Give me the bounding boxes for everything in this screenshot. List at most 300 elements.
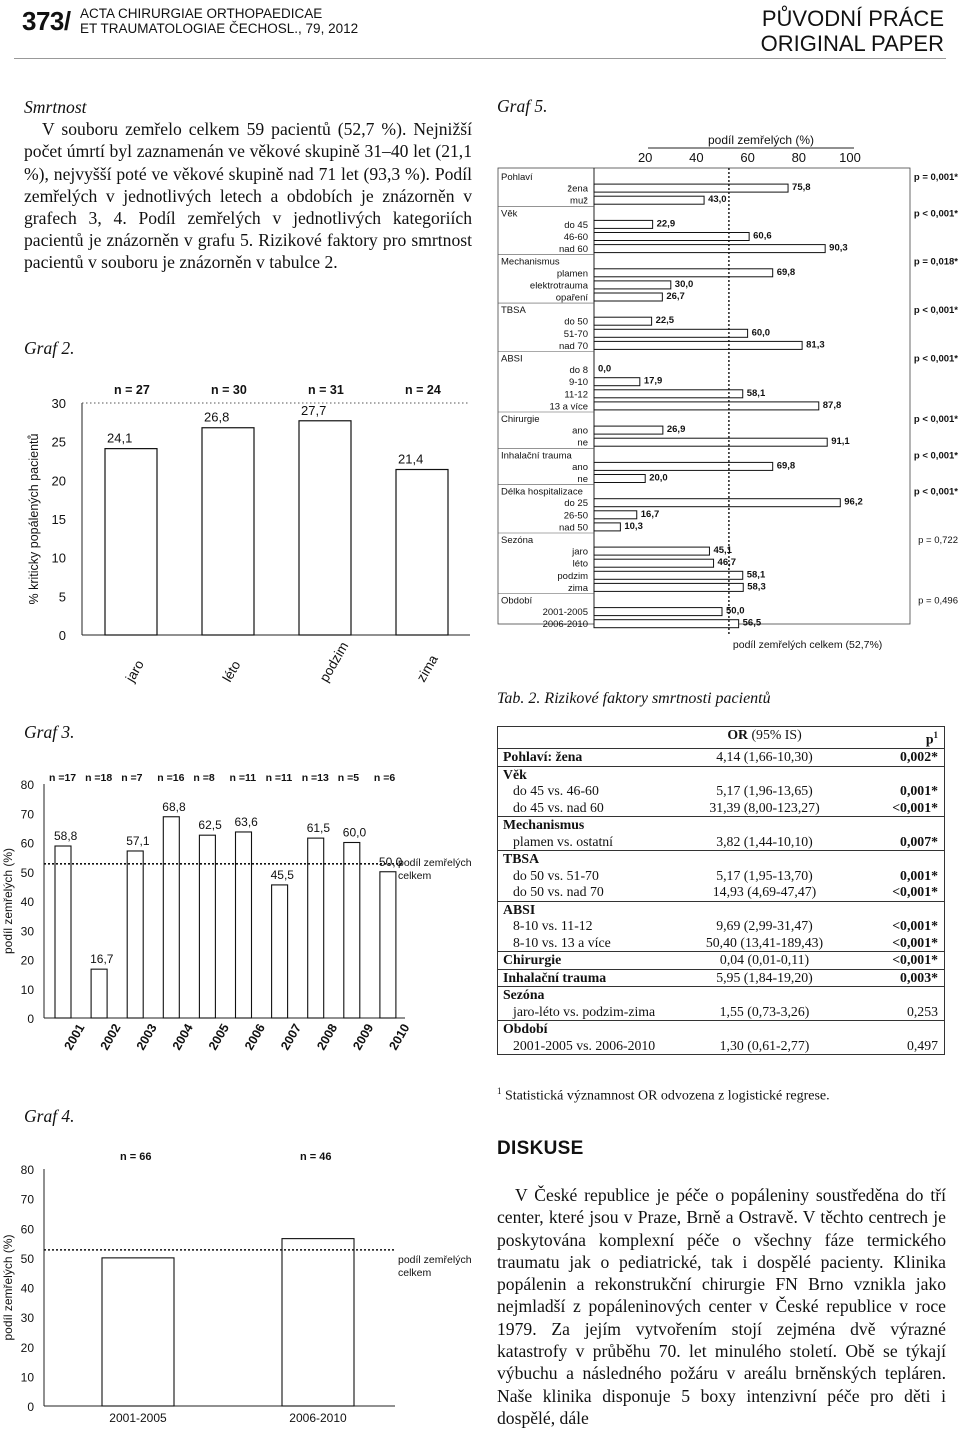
table2-cell-p <box>843 901 945 918</box>
graf5-value-label: 87,8 <box>822 399 842 411</box>
graf3-n-label: n =7 <box>121 772 143 784</box>
graf3-reference-label: celkem <box>398 869 432 882</box>
graf3-n-label: n =11 <box>229 772 257 784</box>
graf5-bar <box>594 220 653 228</box>
graf2-category-label: léto <box>219 658 244 685</box>
graf5-item-label: podzim <box>557 570 588 582</box>
graf5-value-label: 58,3 <box>747 581 766 593</box>
graf3-value-label: 57,1 <box>126 833 150 848</box>
table2-cell-or: 5,17 (1,95-13,70) <box>716 867 813 883</box>
graf2-n-label: n = 24 <box>405 383 441 397</box>
graf5-item-label: elektrotrauma <box>529 280 588 292</box>
graf2-chart <box>20 370 480 710</box>
graf5-value-label: 43,0 <box>708 194 727 206</box>
table2-row <box>498 884 945 901</box>
graf3-category-label: 2008 <box>314 1021 341 1053</box>
table2-cell-p <box>843 987 945 1004</box>
graf2-n-label: n = 30 <box>211 383 247 397</box>
graf5-value-label: 22,9 <box>656 218 676 230</box>
graf5-xtick-label: 100 <box>839 150 861 165</box>
table2-row <box>498 783 945 800</box>
graf5-item-label: ne <box>577 474 588 485</box>
graf5-xtick-label: 60 <box>740 150 755 165</box>
table2-cell-p: <0,001* <box>892 918 938 934</box>
graf4-ytick-label: 20 <box>20 1340 34 1355</box>
table2-cell-or <box>688 987 843 1004</box>
graf5-value-label: 45,1 <box>713 545 732 557</box>
table2-cell-or <box>688 851 843 868</box>
graf3-value-label: 63,6 <box>234 814 258 829</box>
graf5-item-label: nad 70 <box>558 340 588 352</box>
graf4-bar-2006-2010 <box>282 1239 354 1406</box>
table2-cell-p: <0,001* <box>843 952 945 970</box>
graf5-group-label: TBSA <box>501 305 526 317</box>
graf3-value-label: 60,0 <box>342 825 367 840</box>
table2-row <box>498 987 945 1004</box>
table2-cell-or: 50,40 (13,41-189,43) <box>705 934 824 950</box>
graf2-bar-podzim <box>299 421 351 635</box>
graf5-bar <box>594 462 773 470</box>
graf5-bar <box>594 402 819 410</box>
graf3-bar-2006 <box>236 832 252 1018</box>
graf4-chart <box>0 1148 480 1426</box>
table2-footnote-text: Statistická významnost OR odvozena z logistické regrese. <box>501 1088 830 1104</box>
graf3-category-label: 2007 <box>278 1021 305 1053</box>
graf5-item-label: opaření <box>555 292 588 304</box>
graf2-value-label: 27,7 <box>301 402 327 418</box>
graf5-p-value: p < 0,001* <box>913 208 958 220</box>
table2-cell-p: 0,003* <box>843 969 945 987</box>
graf5-label: Graf 5. <box>497 96 548 116</box>
table2-cell-or: 14,93 (4,69-47,47) <box>712 884 817 900</box>
graf5-value-label: 50,0 <box>726 605 745 617</box>
graf3-ytick-label: 30 <box>20 924 34 939</box>
graf3-y-axis-title: podíl zemřelých (%) <box>1 847 15 955</box>
table2-row <box>498 834 945 851</box>
table2-cell-factor: Inhalační trauma <box>498 969 688 987</box>
graf5-xtick-label: 20 <box>637 150 653 165</box>
graf3-ytick-label: 10 <box>20 982 34 997</box>
graf5-bar <box>594 184 788 192</box>
graf5-value-label: 69,8 <box>776 460 796 472</box>
graf5-bar <box>594 269 773 277</box>
graf5-item-label: žena <box>567 183 588 195</box>
graf5-item-label: 9-10 <box>568 377 588 389</box>
graf5-xtick-label: 80 <box>791 150 807 165</box>
table2-caption: Tab. 2. Rizikové faktory smrtnosti pacientů <box>497 690 771 707</box>
table2-cell-factor: do 45 vs. 46-60 <box>513 783 599 799</box>
graf5-value-label: 10,3 <box>624 520 643 532</box>
table2-row <box>498 901 945 918</box>
graf5-item-label: nad 60 <box>558 244 588 256</box>
graf4-n-label: n = 46 <box>300 1151 332 1163</box>
table2-cell-factor: Období <box>498 1021 688 1038</box>
journal-title-line1: ACTA CHIRURGIAE ORTHOPAEDICAE <box>80 6 323 21</box>
graf3-bar-2004 <box>163 817 179 1018</box>
table2-cell-or: 4,14 (1,66-10,30) <box>688 749 843 767</box>
graf5-group-label: Délka hospitalizace <box>501 486 583 498</box>
graf5-p-value: p < 0,001* <box>913 305 958 317</box>
graf5-value-label: 0,0 <box>598 363 612 375</box>
graf4-category-label: 2006-2010 <box>289 1411 347 1425</box>
table2-cell-p: 0,253 <box>906 1003 938 1019</box>
graf5-value-label: 69,8 <box>776 266 796 278</box>
graf4-ytick-label: 50 <box>20 1251 34 1266</box>
table2-header-ci-label: (95% IS) <box>748 727 802 742</box>
graf5-bar <box>594 196 704 204</box>
graf5-value-label: 58,1 <box>746 569 766 581</box>
graf5-item-label: do 45 <box>564 219 588 231</box>
table2-header-p <box>843 727 945 749</box>
graf5-value-label: 16,7 <box>640 508 660 520</box>
graf3-bar-2003 <box>127 851 143 1018</box>
graf5-bar <box>594 571 743 579</box>
diskuse-heading: DISKUSE <box>497 1138 584 1159</box>
graf5-item-label: plamen <box>556 268 588 280</box>
table2-cell-or <box>688 766 843 783</box>
mortality-section <box>24 96 472 274</box>
graf3-bar-2010 <box>380 872 396 1018</box>
table2-footnote <box>497 1086 947 1105</box>
graf5-bar <box>594 341 802 349</box>
table2-header-empty <box>498 727 688 749</box>
table2-cell-or <box>688 817 843 834</box>
graf4-ytick-label: 80 <box>20 1163 34 1177</box>
table2-cell-factor: Pohlaví: žena <box>498 749 688 767</box>
graf3-category-label: 2001 <box>61 1021 88 1053</box>
graf3-value-label: 68,8 <box>162 799 186 814</box>
graf5-group-label: Věk <box>501 208 518 220</box>
table2-row <box>498 817 945 834</box>
table2-cell-or: 5,95 (1,84-19,20) <box>688 969 843 987</box>
graf4-ytick-label: 30 <box>20 1311 34 1326</box>
table2-row <box>498 1038 945 1055</box>
graf3-ytick-label: 40 <box>20 895 34 909</box>
table2-row <box>498 918 945 935</box>
table2-cell-p: 0,007* <box>900 833 938 849</box>
table2-cell-p <box>843 817 945 834</box>
graf3-ytick-label: 20 <box>20 953 34 968</box>
graf4-ytick-label: 60 <box>20 1222 34 1237</box>
graf5-value-label: 56,5 <box>742 617 762 629</box>
table2-cell-factor: ABSI <box>498 901 688 918</box>
graf5-p-value: p < 0,001* <box>913 353 958 365</box>
graf5-bar <box>594 559 714 567</box>
table2-row <box>498 749 945 767</box>
graf3-bar-2007 <box>272 885 288 1018</box>
graf5-x-axis-title: podíl zemřelých (%) <box>708 133 815 147</box>
graf4-ytick-label: 10 <box>20 1370 34 1385</box>
graf3-value-label: 50,0 <box>378 854 403 869</box>
graf3-ytick-label: 70 <box>20 807 34 822</box>
graf2-category-label: zima <box>413 652 441 685</box>
graf4-bar-2001-2005 <box>102 1258 174 1406</box>
graf5-group-label: Inhalační trauma <box>501 450 572 462</box>
graf3-n-label: n =13 <box>301 772 329 784</box>
graf3-category-label: 2003 <box>133 1021 160 1053</box>
table2-cell-factor: do 45 vs. nad 60 <box>513 799 604 815</box>
graf3-value-label: 62,5 <box>198 818 222 833</box>
table2-cell-or <box>688 901 843 918</box>
graf5-item-label: nad 50 <box>558 522 588 534</box>
graf5-item-label: do 8 <box>569 365 588 377</box>
graf5-value-label: 22,5 <box>655 315 675 327</box>
table2-cell-p <box>843 1021 945 1038</box>
graf5-item-label: jaro <box>572 546 588 558</box>
graf3-category-label: 2002 <box>97 1021 124 1053</box>
graf5-item-label: zima <box>567 582 588 594</box>
graf2-ytick-label: 0 <box>58 628 66 643</box>
graf2-value-label: 21,4 <box>398 451 424 467</box>
header-rule <box>14 58 946 59</box>
table2-cell-or: 1,55 (0,73-3,26) <box>719 1003 810 1019</box>
graf5-item-label: ano <box>572 461 588 473</box>
graf2-value-label: 24,1 <box>107 430 133 446</box>
graf3-n-label: n =6 <box>373 772 396 784</box>
graf2-bar-zima <box>396 470 448 635</box>
table2-cell-or: 31,39 (8,00-123,27) <box>709 799 820 815</box>
graf5-value-label: 96,2 <box>844 496 863 508</box>
graf2-ytick-label: 20 <box>51 473 66 489</box>
table2-cell-p <box>843 851 945 868</box>
graf5-p-value: p < 0,001* <box>913 486 958 498</box>
paper-type-line1: PŮVODNÍ PRÁCE <box>761 6 944 31</box>
graf3-value-label: 16,7 <box>90 952 114 967</box>
graf3-ytick-label: 80 <box>20 778 34 792</box>
graf5-item-label: 2006-2010 <box>542 619 588 631</box>
paper-type-line2: ORIGINAL PAPER <box>760 31 944 56</box>
mortality-heading: Smrtnost <box>24 97 87 117</box>
table2-row <box>498 800 945 817</box>
graf2-category-label: podzim <box>316 639 352 685</box>
graf2-category-label: jaro <box>122 657 147 685</box>
graf3-category-label: 2009 <box>350 1021 377 1053</box>
table2-cell-p <box>843 766 945 783</box>
graf2-bar-léto <box>202 428 254 635</box>
graf2-ytick-label: 15 <box>51 512 66 527</box>
graf5-item-label: muž <box>570 195 588 207</box>
table2-cell-p: 0,002* <box>843 749 945 767</box>
graf5-bar <box>594 329 748 337</box>
graf5-p-value: p < 0,001* <box>913 450 958 462</box>
graf5-bar <box>594 608 722 616</box>
graf5-bar <box>594 547 709 555</box>
table2-cell-or: 3,82 (1,44-10,10) <box>716 833 813 849</box>
graf3-bar-2005 <box>199 835 215 1018</box>
graf5-value-label: 75,8 <box>792 182 811 194</box>
table2-cell-factor: Věk <box>498 766 688 783</box>
graf4-ytick-label: 0 <box>27 1400 34 1414</box>
graf2-ytick-label: 25 <box>51 434 66 450</box>
graf5-bar <box>594 583 743 591</box>
graf2-label: Graf 2. <box>24 338 75 358</box>
diskuse-section <box>497 1184 946 1429</box>
graf5-bar <box>594 499 840 507</box>
table2-cell-p: 0,001* <box>900 867 938 883</box>
table2-cell-factor: Mechanismus <box>498 817 688 834</box>
graf5-value-label: 60,0 <box>751 327 771 339</box>
graf5-item-label: 46-60 <box>563 232 588 243</box>
graf5-group-label: Pohlaví <box>501 172 533 183</box>
graf5-item-label: 51-70 <box>563 328 588 340</box>
graf5-bar <box>594 317 652 325</box>
graf5-p-value: p = 0,001* <box>913 172 958 183</box>
graf3-n-label: n =5 <box>337 772 360 784</box>
page-number: 373/ <box>22 6 71 36</box>
graf4-ytick-label: 70 <box>20 1192 34 1207</box>
graf4-ytick-label: 40 <box>20 1281 34 1296</box>
table2-cell-factor: TBSA <box>498 851 688 868</box>
graf5-group-label: ABSI <box>501 353 523 365</box>
graf5-group-label: Sezóna <box>501 535 534 546</box>
table2-cell-or <box>688 1021 843 1038</box>
graf3-category-label: 2004 <box>169 1021 196 1053</box>
table2-row <box>498 868 945 885</box>
table2-row <box>498 851 945 868</box>
graf5-value-label: 46,7 <box>717 557 737 569</box>
table2-cell-or: 9,69 (2,99-31,47) <box>716 918 813 934</box>
table2-cell-or: 1,30 (0,61-2,77) <box>719 1037 810 1053</box>
graf5-bar <box>594 475 645 483</box>
graf5-p-value: p = 0,722 <box>918 535 958 546</box>
graf3-n-label: n =17 <box>49 772 77 784</box>
paper-type <box>761 6 944 56</box>
graf5-p-value: p = 0,018* <box>913 256 958 268</box>
table2-cell-or: 5,17 (1,96-13,65) <box>716 783 813 799</box>
table2-cell-factor: 2001-2005 vs. 2006-2010 <box>513 1037 656 1053</box>
graf3-n-label: n =11 <box>265 772 293 784</box>
table2-cell-factor: 8-10 vs. 13 a více <box>513 934 611 950</box>
graf3-category-label: 2005 <box>205 1021 232 1053</box>
graf5-p-value: p = 0,496 <box>918 595 958 607</box>
table2-row <box>498 766 945 783</box>
graf5-bar <box>594 426 663 434</box>
table2-cell-p: <0,001* <box>892 799 938 815</box>
table2-footnote-mark: 1 <box>497 1086 502 1096</box>
graf5-reference-label: podíl zemřelých celkem (52,7%) <box>732 639 883 651</box>
graf3-category-label: 2010 <box>386 1021 413 1053</box>
graf5-bar <box>594 438 827 446</box>
graf5-group-label: Období <box>501 595 533 607</box>
graf2-ytick-label: 30 <box>51 396 66 411</box>
table2-row <box>498 1004 945 1021</box>
table2-cell-p: 0,001* <box>900 783 938 799</box>
table2-cell-factor: do 50 vs. nad 70 <box>513 884 604 900</box>
graf5-xtick-label: 40 <box>689 150 704 165</box>
graf3-ytick-label: 0 <box>27 1012 34 1026</box>
graf5-value-label: 26,7 <box>666 291 685 302</box>
graf2-value-label: 26,8 <box>204 409 230 425</box>
graf5-value-label: 20,0 <box>649 472 668 484</box>
graf5-value-label: 58,1 <box>746 387 766 399</box>
table2-cell-p: <0,001* <box>892 884 938 900</box>
table2-cell-factor: 8-10 vs. 11-12 <box>513 918 593 934</box>
graf3-category-label: 2006 <box>241 1021 269 1053</box>
table2-cell-factor: jaro-léto vs. podzim-zima <box>513 1003 656 1019</box>
graf4-n-label: n = 66 <box>120 1151 152 1163</box>
graf2-n-label: n = 31 <box>308 383 344 397</box>
journal-title-line2: ET TRAUMATOLOGIAE ČECHOSL., 79, 2012 <box>80 21 359 36</box>
graf5-bar <box>594 523 620 531</box>
table2-cell-factor: Sezóna <box>498 987 688 1004</box>
graf3-bar-2002 <box>91 969 107 1018</box>
graf3-bar-2008 <box>308 838 324 1018</box>
graf5-bar <box>594 293 662 301</box>
graf5-bar <box>594 281 671 289</box>
graf5-item-label: 2001-2005 <box>542 607 588 619</box>
table2-cell-factor: plamen vs. ostatní <box>513 833 614 849</box>
graf5-value-label: 17,9 <box>643 375 663 387</box>
graf3-n-label: n =16 <box>157 772 185 784</box>
table2-cell-or: 0,04 (0,01-0,11) <box>688 952 843 970</box>
graf5-item-label: do 25 <box>564 498 588 510</box>
table2-header-or-label: OR <box>727 727 749 742</box>
graf3-ytick-label: 50 <box>20 865 34 880</box>
graf2-bar-jaro <box>105 449 157 635</box>
table2-header-p-sup: 1 <box>933 730 938 740</box>
graf3-bar-2009 <box>344 843 360 1019</box>
graf5-bar <box>594 245 825 253</box>
graf5-value-label: 90,3 <box>829 242 848 254</box>
graf5-value-label: 30,0 <box>674 278 694 290</box>
graf5-bar <box>594 620 739 628</box>
table2-cell-p: 0,497 <box>906 1037 938 1053</box>
graf3-reference-label: podíl zemřelých <box>398 856 472 869</box>
journal-title <box>80 6 358 36</box>
graf3-n-label: n =8 <box>193 772 215 784</box>
diskuse-paragraph: V České republice je péče o popáleniny soustředěna do tří center, které jsou v Praze, Brně a Ostravě. V těchto centrech je poskytována komplexní péče o všechny fáze termického traumatu jak o pediatrické, tak i dospělé pacienty. Klinika popálenin a rekonstrukční chirurgie FN Brno vznikla jako nejmladší z popáleninových center v České republice v roce 1979. Za jejím vytvořením stojí zejména dvě výrazné katastrofy v průběhu 70. let minulého století. Obě se týkají výbuchu a následného požáru v areálu brněnských tepláren. Naše klinika disponuje 5 boxy intenzivní péče pro děti i dospělé, dále <box>497 1185 946 1428</box>
graf4-y-axis-title: podíl zemřelých (%) <box>1 1234 15 1341</box>
graf5-value-label: 91,1 <box>831 436 850 448</box>
table2-row <box>498 969 945 987</box>
graf5-value-label: 81,3 <box>806 339 825 351</box>
graf5-group-label: Chirurgie <box>501 414 540 425</box>
table2-row <box>498 935 945 952</box>
graf2-n-label: n = 27 <box>114 383 150 397</box>
graf5-bar <box>594 378 640 386</box>
graf5-bar <box>594 233 749 241</box>
table2 <box>497 726 945 1055</box>
graf3-label: Graf 3. <box>24 722 75 742</box>
graf5-item-label: léto <box>572 558 588 570</box>
graf5-item-label: ne <box>577 437 588 449</box>
table2-cell-factor: Chirurgie <box>498 952 688 970</box>
graf3-value-label: 58,8 <box>54 829 78 844</box>
graf3-ytick-label: 60 <box>20 836 34 851</box>
graf5-value-label: 26,9 <box>666 424 686 436</box>
graf4-reference-label: celkem <box>398 1266 432 1279</box>
table2-cell-factor: do 50 vs. 51-70 <box>513 867 599 883</box>
table2-cell-p: <0,001* <box>892 934 938 950</box>
graf4-label: Graf 4. <box>24 1106 75 1126</box>
graf5-p-value: p < 0,001* <box>913 414 958 425</box>
table2-header-row <box>498 727 945 749</box>
graf2-ytick-label: 5 <box>58 589 66 605</box>
graf3-n-label: n =18 <box>85 772 113 784</box>
graf3-value-label: 45,5 <box>270 867 294 882</box>
table2-row <box>498 1021 945 1038</box>
graf5-bar <box>594 390 743 398</box>
graf5-bar <box>594 511 637 519</box>
graf4-category-label: 2001-2005 <box>109 1411 167 1425</box>
graf5-item-label: ano <box>572 425 588 437</box>
graf5-chart <box>494 128 960 658</box>
graf3-bar-2001 <box>55 846 71 1018</box>
graf2-ytick-label: 10 <box>51 550 66 566</box>
graf4-reference-label: podíl zemřelých <box>398 1253 472 1266</box>
graf3-chart <box>0 768 480 1058</box>
table2-row <box>498 952 945 970</box>
